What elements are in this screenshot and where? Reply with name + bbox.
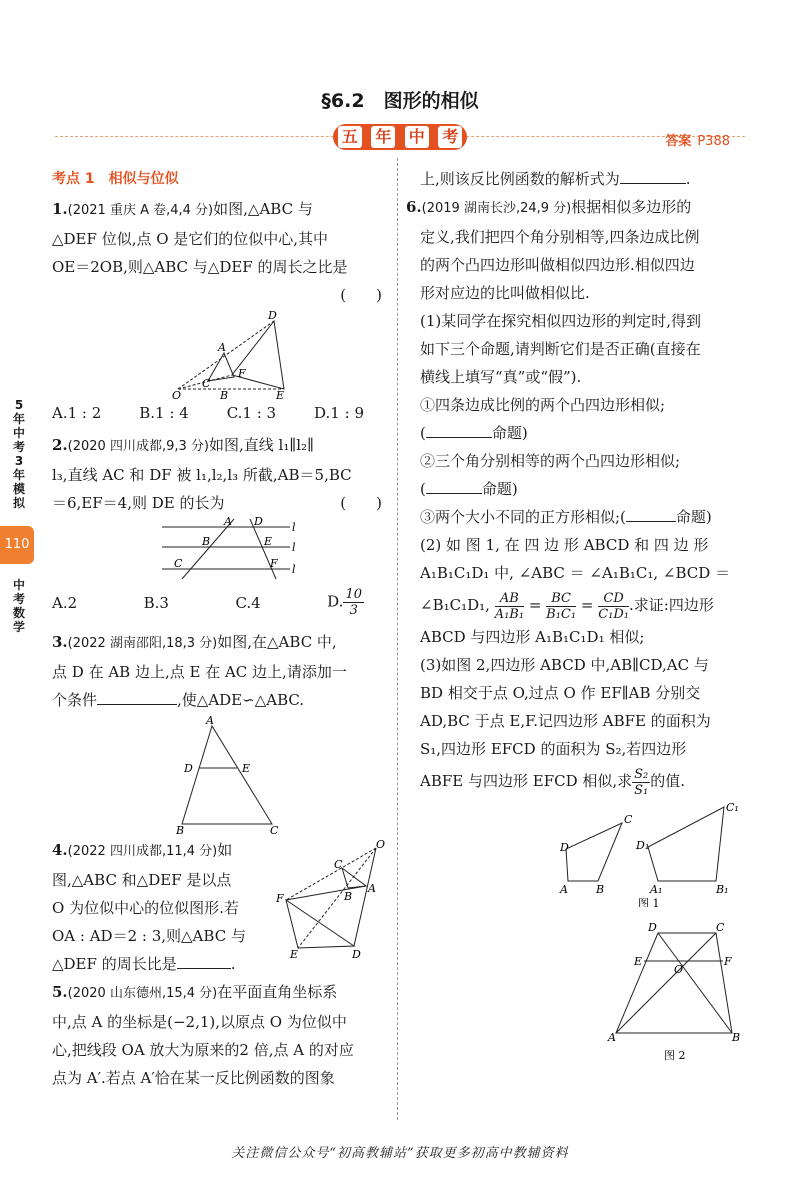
q4-label-B: B (344, 890, 353, 903)
q4-line: 图,△ABC 和△DEF 是以点 (52, 871, 232, 889)
fig2-caption: 图 2 (664, 1049, 686, 1062)
q1-label-O: O (172, 389, 182, 399)
q4-label-O: O (376, 840, 386, 851)
q6-figure-1 (420, 803, 742, 907)
fig1-label-B: B (596, 883, 605, 896)
q2-label-l1: l (292, 521, 296, 534)
q1-figure (52, 309, 382, 399)
q4-label-C: C (334, 858, 343, 871)
q6-line: ③两个大小不同的正方形相似;( 命题) (420, 503, 742, 531)
fig2-label-A: A (608, 1031, 616, 1044)
fig1-label-D: D (560, 841, 569, 854)
q2-figure (52, 517, 382, 585)
q2-label-A: A (224, 517, 232, 528)
q3-label-B: B (176, 824, 185, 836)
q6-line: ( 命题) (420, 475, 742, 503)
q6-line: (3)如图 2,四边形 ABCD 中,AB∥CD,AC 与 (420, 656, 709, 674)
q4-block (52, 836, 384, 978)
q6-line: BD 相交于点 O,过点 O 作 EF∥AB 分别交 (420, 684, 701, 702)
q6-line: 的两个凸四边形叫做相似四边形.相似四边 (420, 256, 695, 274)
q2-label-E: E (264, 535, 273, 548)
fig2-label-B: B (732, 1031, 741, 1044)
q4-label-D: D (352, 948, 361, 960)
side-series-label: 5 年 中 考 3 年 模 拟 (12, 398, 25, 510)
q2-option-b[interactable]: B.3 (143, 593, 169, 612)
badge-char: 年 (371, 126, 395, 148)
q5-line: 心,把线段 OA 放大为原来的2 倍,点 A 的对应 (52, 1041, 354, 1059)
q2-label-C: C (174, 557, 183, 570)
q6-line: (1)某同学在探究相似四边形的判定时,得到 (420, 312, 702, 330)
badge-char: 五 (338, 126, 362, 148)
q3-label-A: A (206, 714, 214, 727)
q6-line: A₁B₁C₁D₁ 中, ∠ABC ＝ ∠A₁B₁C₁, ∠BCD ＝ (420, 564, 731, 582)
q1-line: OE＝2OB,则△ABC 与△DEF 的周长之比是 (52, 258, 348, 276)
right-column (406, 165, 742, 1063)
q1-line: △DEF 位似,点 O 是它们的位似中心,其中 (52, 230, 329, 248)
q5-answer-blank[interactable] (620, 167, 686, 184)
page-title: §6.2 图形的相似 (321, 90, 479, 112)
q2-label-F: F (270, 557, 278, 570)
q6-blank-2[interactable] (426, 477, 482, 494)
badge-char: 考 (438, 126, 462, 148)
q1-label-E: E (276, 389, 285, 399)
q6-line: (2) 如 图 1, 在 四 边 形 ABCD 和 四 边 形 (420, 536, 709, 554)
fig1-label-A1: A₁ (650, 883, 663, 896)
q2-label-B: B (202, 535, 211, 548)
q2-option-d[interactable]: D. $\frac{10}{3}$ (327, 587, 362, 618)
q3-line: 3.(2022 湖南邵阳,18,3 分)如图,在△ABC 中, (52, 633, 337, 651)
footer-note: 关注微信公众号“初高教辅站”获取更多初高中教辅资料 (231, 1146, 569, 1161)
fig2-label-F: F (724, 955, 732, 968)
q1-line: 1.(2021 重庆 A 卷,4,4 分)如图,△ABC 与 (52, 200, 313, 218)
q6-blank-3[interactable] (626, 505, 676, 522)
fig1-label-B1: B₁ (716, 883, 729, 896)
q1-label-B: B (220, 389, 229, 399)
badge-char: 中 (405, 126, 429, 148)
left-column (52, 165, 384, 1092)
q6-line: 定义,我们把四个角分别相等,四条边成比例 (420, 228, 700, 246)
q2-label-l2: l (292, 541, 296, 554)
fig1-label-C: C (624, 813, 633, 826)
fig1-label-A: A (560, 883, 568, 896)
q6-blank-1[interactable] (426, 421, 492, 438)
fig2-label-E: E (634, 955, 643, 968)
fig1-label-D1: D₁ (636, 839, 650, 852)
q3-line: 点 D 在 AB 边上,点 E 在 AC 边上,请添加一 (52, 663, 347, 681)
q2-label-D: D (254, 517, 263, 528)
q3-label-D: D (184, 762, 193, 775)
q2-line: ＝6,EF＝4,则 DE 的长为 ( ) (52, 494, 382, 512)
q4-label-E: E (290, 948, 299, 960)
q4-line: OA : AD＝2 : 3,则△ABC 与 (52, 927, 246, 945)
answer-ref (665, 130, 730, 149)
q6-line: 如下三个命题,请判断它们是否正确(直接在 (420, 340, 701, 358)
q6-line: ∠B₁C₁D₁, $\frac{AB}{\text{A₁B₁}}$ = $\frac{BC}{\text{B₁C₁}}$ = $\frac{CD}{\text{C₁D₁}}$ .求证:四边形 (420, 590, 714, 622)
q3-label-C: C (270, 824, 279, 836)
q6-line: ②三个角分别相等的两个凸四边形相似; (420, 452, 681, 470)
answer-page: P388 (697, 134, 730, 149)
q5-line: 5.(2020 山东德州,15,4 分)在平面直角坐标系 (52, 983, 338, 1001)
section-badge (333, 124, 467, 150)
q6-line: ABFE 与四边形 EFCD 相似,求 $\frac{\text{S₂}}{\text{S₁}}$ 的值. (420, 766, 686, 798)
q2-options (52, 587, 384, 618)
q2-option-a[interactable]: A.2 (52, 593, 78, 612)
column-divider (397, 158, 398, 1120)
q1-label-F: F (238, 367, 246, 380)
q6-line: 6.(2019 湖南长沙,24,9 分)根据相似多边形的 (406, 198, 692, 216)
side-subject-label: 中 考 数 学 (12, 578, 25, 634)
page-number: 110 (0, 526, 34, 564)
q2-line: l₃,直线 AC 和 DF 被 l₁,l₂,l₃ 所截,AB＝5,BC (52, 466, 352, 484)
q6-line: ( 命题) (420, 419, 742, 447)
q1-option-a[interactable]: A.1 : 2 (52, 404, 102, 422)
q1-option-b[interactable]: B.1 : 4 (139, 404, 189, 422)
q4-figure (276, 840, 386, 960)
q6-line: ①四条边成比例的两个凸四边形相似; (420, 396, 666, 414)
q3-label-E: E (242, 762, 251, 775)
q4-label-A: A (368, 882, 376, 895)
fig2-label-D: D (648, 921, 657, 934)
q3-figure (52, 714, 382, 836)
fig1-label-C1: C₁ (726, 803, 739, 814)
q1-label-C: C (202, 377, 211, 390)
q5-continuation: 上,则该反比例函数的解析式为 . (420, 165, 742, 193)
q4-answer-blank[interactable] (177, 952, 231, 969)
q6-line: S₁,四边形 EFCD 的面积为 S₂,若四边形 (420, 740, 687, 758)
q2-line: 2.(2020 四川成都,9,3 分)如图,直线 l₁∥l₂∥ (52, 436, 314, 454)
q4-line: △DEF 的周长比是 . (52, 950, 384, 978)
q1-option-c[interactable]: C.1 : 3 (226, 404, 277, 422)
kaodian-heading: 考点 1 相似与位似 (52, 171, 179, 187)
q6-figure-2 (420, 913, 742, 1063)
fig2-label-O: O (674, 963, 684, 976)
q5-line: 点为 A′.若点 A′恰在某一反比例函数的图象 (52, 1069, 335, 1087)
q5-line: 中,点 A 的坐标是(−2,1),以原点 O 为位似中 (52, 1013, 347, 1031)
q4-line: O 为位似中心的位似图形.若 (52, 899, 239, 917)
q6-line: 横线上填写“真”或“假”). (420, 368, 582, 386)
q3-line: 个条件 ,使△ADE∽△ABC. (52, 686, 384, 714)
q4-line: 4.(2022 四川成都,11,4 分)如 (52, 841, 233, 859)
q1-label-D: D (268, 309, 277, 322)
q6-line: AD,BC 于点 E,F.记四边形 ABFE 的面积为 (420, 712, 711, 730)
fig1-caption: 图 1 (638, 897, 660, 907)
q2-label-l3: l (292, 563, 296, 576)
q1-line: ( ) (340, 286, 382, 304)
q1-options (52, 399, 384, 427)
q1-option-d[interactable]: D.1 : 9 (314, 404, 364, 422)
q6-line: ABCD 与四边形 A₁B₁C₁D₁ 相似; (420, 628, 645, 646)
q4-label-F: F (276, 892, 284, 905)
q3-answer-blank[interactable] (97, 688, 177, 705)
q6-line: 形对应边的比叫做相似比. (420, 284, 590, 302)
answer-label: 答案 (665, 134, 692, 149)
q2-option-c[interactable]: C.4 (235, 593, 261, 612)
fig2-label-C: C (716, 921, 725, 934)
q1-label-A: A (218, 341, 226, 354)
